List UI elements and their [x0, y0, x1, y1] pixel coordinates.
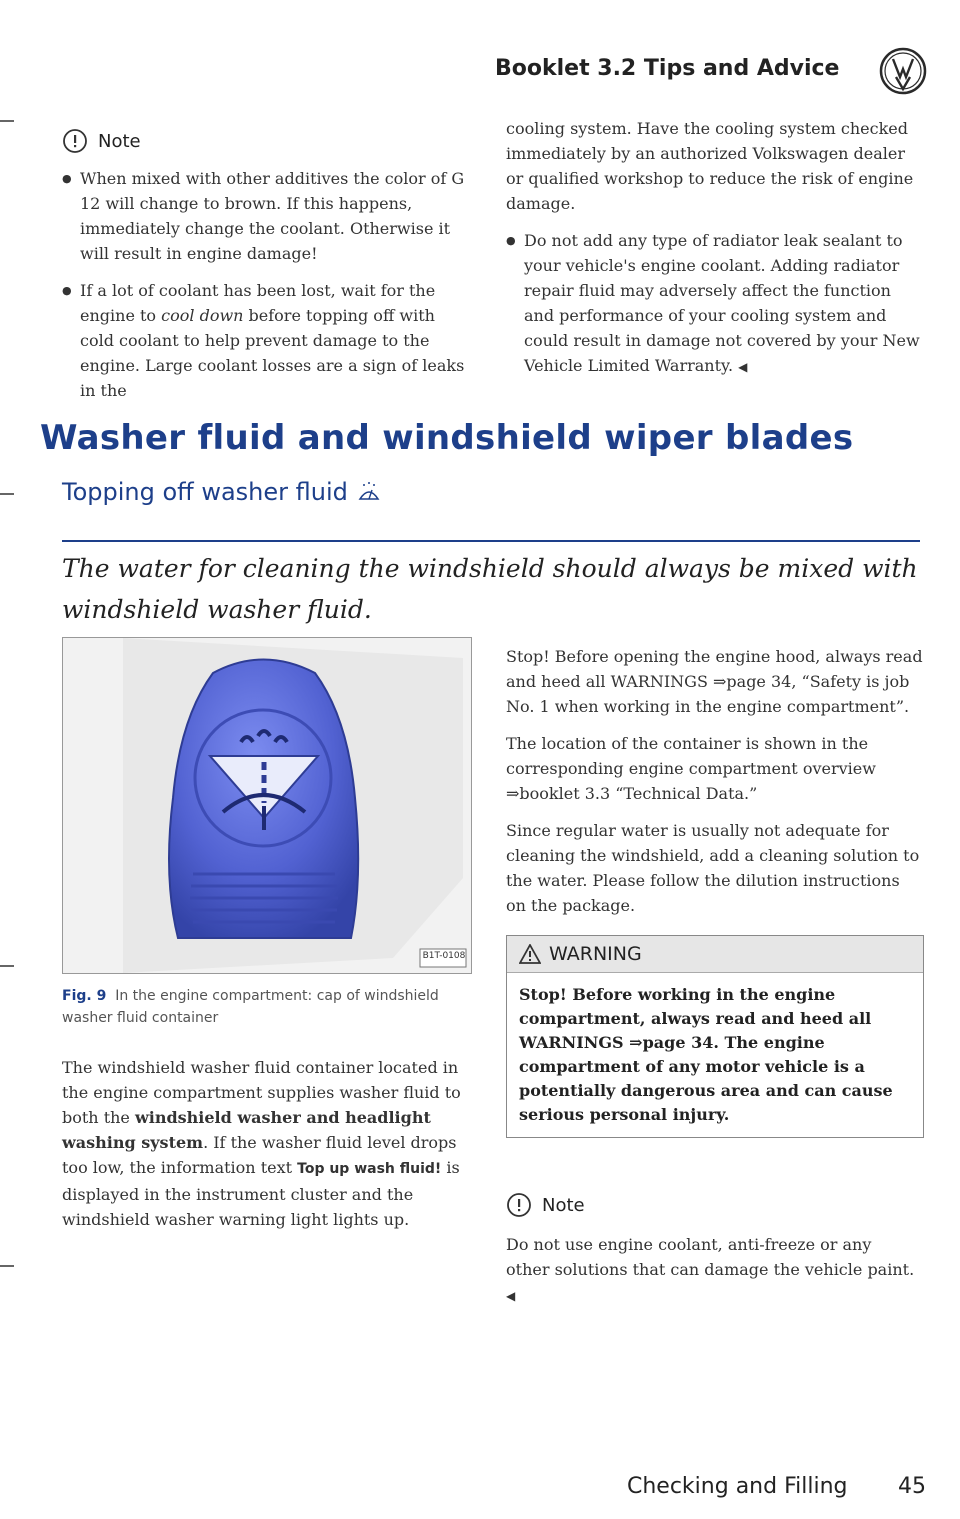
paint-note: Do not use engine coolant, anti-freeze or any other solutions that can damage the vehicle paint. ◀: [506, 1235, 915, 1303]
washer-paragraph: The windshield washer fluid container located in the engine compartment supplies washer fluid to both the windshield washer and headlight washing system. If the washer fluid level drops too low, the information text Top up wash fluid! is displayed in the instrument cluster and the windshield washer warning light lights up.: [62, 1058, 461, 1229]
booklet-header: Booklet 3.2 Tips and Advice: [495, 56, 840, 81]
note-bullet: ● If a lot of coolant has been lost, wait for the engine to cool down before topping off with cold coolant to help prevent damage to the engine. Large coolant losses are a sign of leaks in the: [62, 278, 472, 403]
figure-code: B1T-0108: [422, 951, 466, 961]
margin-mark: [0, 965, 14, 967]
washer-cap-illustration: [63, 638, 471, 973]
figure-caption: Fig. 9 In the engine compartment: cap of windshield washer fluid container: [62, 988, 439, 1026]
note-heading: Note: [62, 128, 141, 154]
note-bullet: ● When mixed with other additives the color of G 12 will change to brown. If this happens, immediately change the coolant. Otherwise it will result in engine damage!: [62, 166, 472, 266]
location-paragraph: The location of the container is shown in the corresponding engine compartment overview ⇒booklet 3.3 “Technical Data.”: [506, 734, 876, 803]
washer-fluid-icon: [358, 481, 380, 503]
end-marker-icon: ◀: [738, 360, 748, 374]
lead-sentence: The water for cleaning the windshield should always be mixed with windshield washer fluid.: [62, 554, 918, 624]
figure-image: [62, 637, 472, 974]
warning-box: [506, 935, 924, 1138]
left-body-text: [62, 1055, 474, 1244]
subsection-title: Topping off washer fluid: [62, 478, 380, 506]
section-title: Washer fluid and windshield wiper blades: [40, 418, 854, 458]
vw-logo-icon: [879, 47, 927, 95]
stop-paragraph: Stop! Before opening the engine hood, always read and heed all WARNINGS ⇒page 34, “Safety is job No. 1 when working in the engine compartment”.: [506, 647, 923, 716]
info-circle-icon: [62, 128, 88, 154]
warning-text: Stop! Before working in the engine compartment, always read and heed all WARNINGS ⇒page 34. The engine compartment of any motor vehicle is a potentially dangerous area and can cause serious personal injury.: [519, 985, 893, 1124]
warning-triangle-icon: [519, 944, 541, 964]
warning-heading: WARNING: [507, 936, 923, 973]
footer-section: Checking and Filling: [627, 1474, 848, 1499]
heading-rule: [62, 540, 920, 542]
note-heading: Note: [506, 1192, 585, 1218]
margin-mark: [0, 120, 14, 122]
page-number: 45: [898, 1474, 926, 1499]
right-note-body: [506, 1232, 918, 1321]
margin-mark: [0, 1265, 14, 1267]
margin-mark: [0, 493, 14, 495]
solution-paragraph: Since regular water is usually not adequate for cleaning the windshield, add a cleaning solution to the water. Please follow the dilution instructions on the package.: [506, 821, 920, 915]
left-note-body: [62, 166, 472, 415]
cooling-paragraph: cooling system. Have the cooling system checked immediately by an authorized Volkswagen dealer or qualified workshop to reduce the risk of engine damage.: [506, 119, 914, 213]
right-top-text: [506, 116, 924, 392]
right-body-text: [506, 644, 924, 930]
sealant-bullet: ● Do not add any type of radiator leak sealant to your vehicle's engine coolant. Adding radiator repair fluid may adversely affect the function and performance of your cooling system and could result in damage not covered by your New Vehicle Limited Warranty. ◀: [506, 228, 924, 380]
end-marker-icon: ◀: [506, 1289, 516, 1303]
info-circle-icon: [506, 1192, 532, 1218]
